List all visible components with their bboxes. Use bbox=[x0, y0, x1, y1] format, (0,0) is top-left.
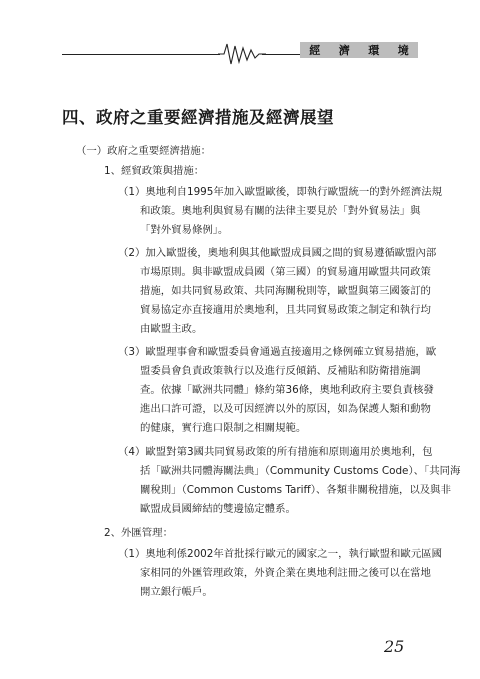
paragraph-line: 關稅則」（Common Customs Tariff）、各類非關稅措施，以及與非 bbox=[140, 484, 451, 496]
paragraph-line: 貿易協定亦直接適用於奧地利，且共同貿易政策之制定和執行均 bbox=[140, 304, 431, 316]
paragraph-line: 的健康，實行進口限制之相關規範。 bbox=[140, 422, 307, 434]
header-rule-left bbox=[62, 54, 220, 55]
item-heading: 2、外匯管理： bbox=[104, 527, 173, 539]
paragraph-line: 「對外貿易條例」。 bbox=[140, 224, 229, 236]
subsection-heading: （一）政府之重要經濟措施： bbox=[76, 145, 212, 157]
header-badge-char: 濟 bbox=[338, 44, 350, 57]
paragraph-line: （1）奧地利自1995年加入歐盟歐後，即執行歐盟統一的對外經濟法規 bbox=[118, 186, 442, 198]
paragraph-line: （1）奧地利係2002年首批採行歐元的國家之一，執行歐盟和歐元區國 bbox=[118, 548, 442, 560]
paragraph-line: 括「歐洲共同體海關法典」（Community Customs Code）、「共同海 bbox=[140, 465, 461, 477]
paragraph-line: （2）加入歐盟後，奧地利與其他歐盟成員國之間的貿易遵循歐盟內部 bbox=[118, 247, 437, 259]
paragraph-line: 盟委員會負責政策執行以及進行反傾銷、反補貼和防衛措施調 bbox=[140, 365, 421, 377]
paragraph-line: 市場原則。與非歐盟成員國（第三國）的貿易適用歐盟共同政策 bbox=[140, 266, 431, 278]
heartbeat-wave-icon bbox=[218, 40, 266, 68]
paragraph-line: 查。依據「歐洲共同體」條約第36條，奧地利政府主要負責核發 bbox=[140, 384, 434, 396]
section-title: 四、政府之重要經濟措施及經濟展望 bbox=[62, 108, 334, 127]
paragraph-line: 和政策。奧地利與貿易有關的法律主要見於「對外貿易法」與 bbox=[140, 205, 421, 217]
paragraph-line: （4）歐盟對第3國共同貿易政策的所有措施和原則適用於奧地利，包 bbox=[118, 446, 433, 458]
page-number: 25 bbox=[384, 637, 405, 656]
header-badge-char: 境 bbox=[397, 44, 409, 57]
paragraph-line: （3）歐盟理事會和歐盟委員會通過直接適用之條例確立貿易措施，歐 bbox=[118, 346, 437, 358]
paragraph-line: 措施，如共同貿易政策、共同海關稅則等，歐盟與第三國簽訂的 bbox=[140, 285, 431, 297]
paragraph-line: 進出口許可證，以及可因經濟以外的原因，如為保護人類和動物 bbox=[140, 403, 431, 415]
paragraph-line: 家相同的外匯管理政策，外資企業在奧地利註冊之後可以在當地 bbox=[140, 567, 431, 579]
paragraph-line: 歐盟成員國締結的雙邊協定體系。 bbox=[140, 503, 296, 515]
item-heading: 1、經貿政策與措施： bbox=[104, 165, 205, 177]
header-badge-char: 經 bbox=[309, 44, 321, 57]
running-header bbox=[0, 0, 480, 70]
header-badge-char: 環 bbox=[368, 44, 380, 57]
header-rule-right bbox=[262, 54, 302, 55]
paragraph-line: 開立銀行帳戶。 bbox=[140, 586, 213, 598]
header-section-badge bbox=[300, 42, 418, 58]
paragraph-line: 由歐盟主政。 bbox=[140, 323, 203, 335]
